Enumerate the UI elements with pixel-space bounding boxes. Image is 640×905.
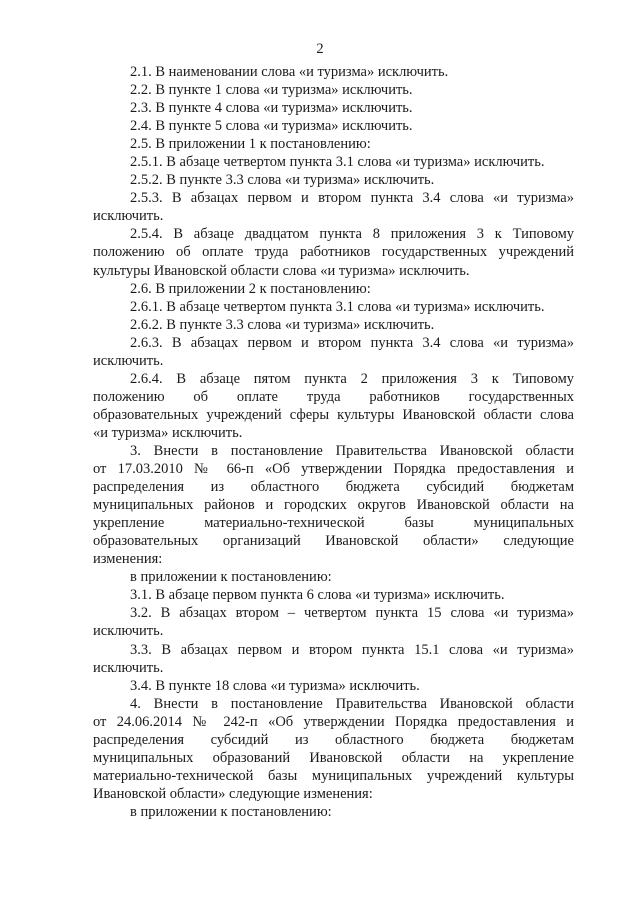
text-line: 2.5.2. В пункте 3.3 слова «и туризма» исключить. <box>130 172 435 189</box>
paragraph <box>93 316 574 334</box>
paragraph <box>93 117 574 135</box>
text-line: 2.6.2. В пункте 3.3 слова «и туризма» исключить. <box>130 316 435 333</box>
text-line: 2.5. В приложении 1 к постановлению: <box>130 136 371 153</box>
text-line: от 17.03.2010 № 66-п «Об утверждении Порядка предоставления и <box>93 461 574 478</box>
page-number: 2 <box>316 41 324 57</box>
text-line: 3.1. В абзаце первом пункта 6 слова «и туризма» исключить. <box>130 587 505 604</box>
text-line: 2.6. В приложении 2 к постановлению: <box>130 280 371 297</box>
text-line: 2.5.4. В абзаце двадцатом пункта 8 приложения 3 к Типовому <box>130 226 574 243</box>
text-line: «и туризма» исключить. <box>93 424 243 441</box>
paragraph <box>93 803 574 821</box>
text-line: изменения: <box>93 551 163 568</box>
paragraph <box>93 99 574 117</box>
document-body <box>93 63 574 821</box>
text-line: распределения из областного бюджета субсидий бюджетам <box>93 479 574 496</box>
text-line: 2.3. В пункте 4 слова «и туризма» исключить. <box>130 100 413 117</box>
paragraph <box>93 171 574 189</box>
paragraph <box>93 695 574 803</box>
text-line: муниципальных образований Ивановской области на укрепление <box>93 749 574 766</box>
paragraph <box>93 604 574 640</box>
text-line: 2.5.3. В абзацах первом и втором пункта 3.4 слова «и туризма» <box>130 190 574 207</box>
text-line: Ивановской области» следующие изменения: <box>93 785 373 802</box>
text-line: положению об оплате труда работников государственных <box>93 388 574 405</box>
text-line: исключить. <box>93 623 164 640</box>
text-line: исключить. <box>93 352 164 369</box>
text-line: исключить. <box>93 659 164 676</box>
text-line: образовательных организаций Ивановской области» следующие <box>93 533 574 550</box>
text-line: распределения субсидий из областного бюджета бюджетам <box>93 731 574 748</box>
paragraph <box>93 334 574 370</box>
paragraph <box>93 63 574 81</box>
text-line: 3.4. В пункте 18 слова «и туризма» исключить. <box>130 677 420 694</box>
text-line: культуры Ивановской области слова «и туризма» исключить. <box>93 262 470 279</box>
text-line: 2.6.4. В абзаце пятом пункта 2 приложения 3 к Типовому <box>130 370 574 387</box>
text-line: в приложении к постановлению: <box>130 569 332 586</box>
text-line: 2.6.1. В абзаце четвертом пункта 3.1 слова «и туризма» исключить. <box>130 298 545 315</box>
paragraph <box>93 370 574 442</box>
text-line: 3.2. В абзацах втором – четвертом пункта 15 слова «и туризма» <box>130 605 574 622</box>
paragraph <box>93 677 574 695</box>
text-line: 2.5.1. В абзаце четвертом пункта 3.1 слова «и туризма» исключить. <box>130 154 545 171</box>
paragraph <box>93 135 574 153</box>
text-line: 3. Внести в постановление Правительства Ивановской области <box>130 442 574 459</box>
paragraph <box>93 641 574 677</box>
paragraph <box>93 298 574 316</box>
text-line: исключить. <box>93 208 164 225</box>
paragraph <box>93 189 574 225</box>
text-line: 3.3. В абзацах первом и втором пункта 15.1 слова «и туризма» <box>130 641 574 658</box>
paragraph <box>93 568 574 586</box>
text-line: в приложении к постановлению: <box>130 803 332 820</box>
text-line: положению об оплате труда работников государственных учреждений <box>93 244 574 261</box>
text-line: образовательных учреждений сферы культуры Ивановской области слова <box>93 406 574 423</box>
paragraph <box>93 225 574 279</box>
text-line: материально-технической базы муниципальных учреждений культуры <box>93 767 574 784</box>
paragraph <box>93 81 574 99</box>
paragraph <box>93 153 574 171</box>
text-line: укрепление материально-технической базы муниципальных <box>93 515 574 532</box>
text-line: от 24.06.2014 № 242-п «Об утверждении Порядка предоставления и <box>93 713 574 730</box>
paragraph <box>93 586 574 604</box>
paragraph <box>93 442 574 568</box>
text-line: 4. Внести в постановление Правительства Ивановской области <box>130 695 574 712</box>
text-line: 2.4. В пункте 5 слова «и туризма» исключить. <box>130 118 413 135</box>
text-line: 2.2. В пункте 1 слова «и туризма» исключить. <box>130 82 413 99</box>
text-line: 2.6.3. В абзацах первом и втором пункта 3.4 слова «и туризма» <box>130 334 574 351</box>
text-line: 2.1. В наименовании слова «и туризма» исключить. <box>130 64 449 80</box>
text-line: муниципальных районов и городских округов Ивановской области на <box>93 497 574 514</box>
paragraph <box>93 280 574 298</box>
